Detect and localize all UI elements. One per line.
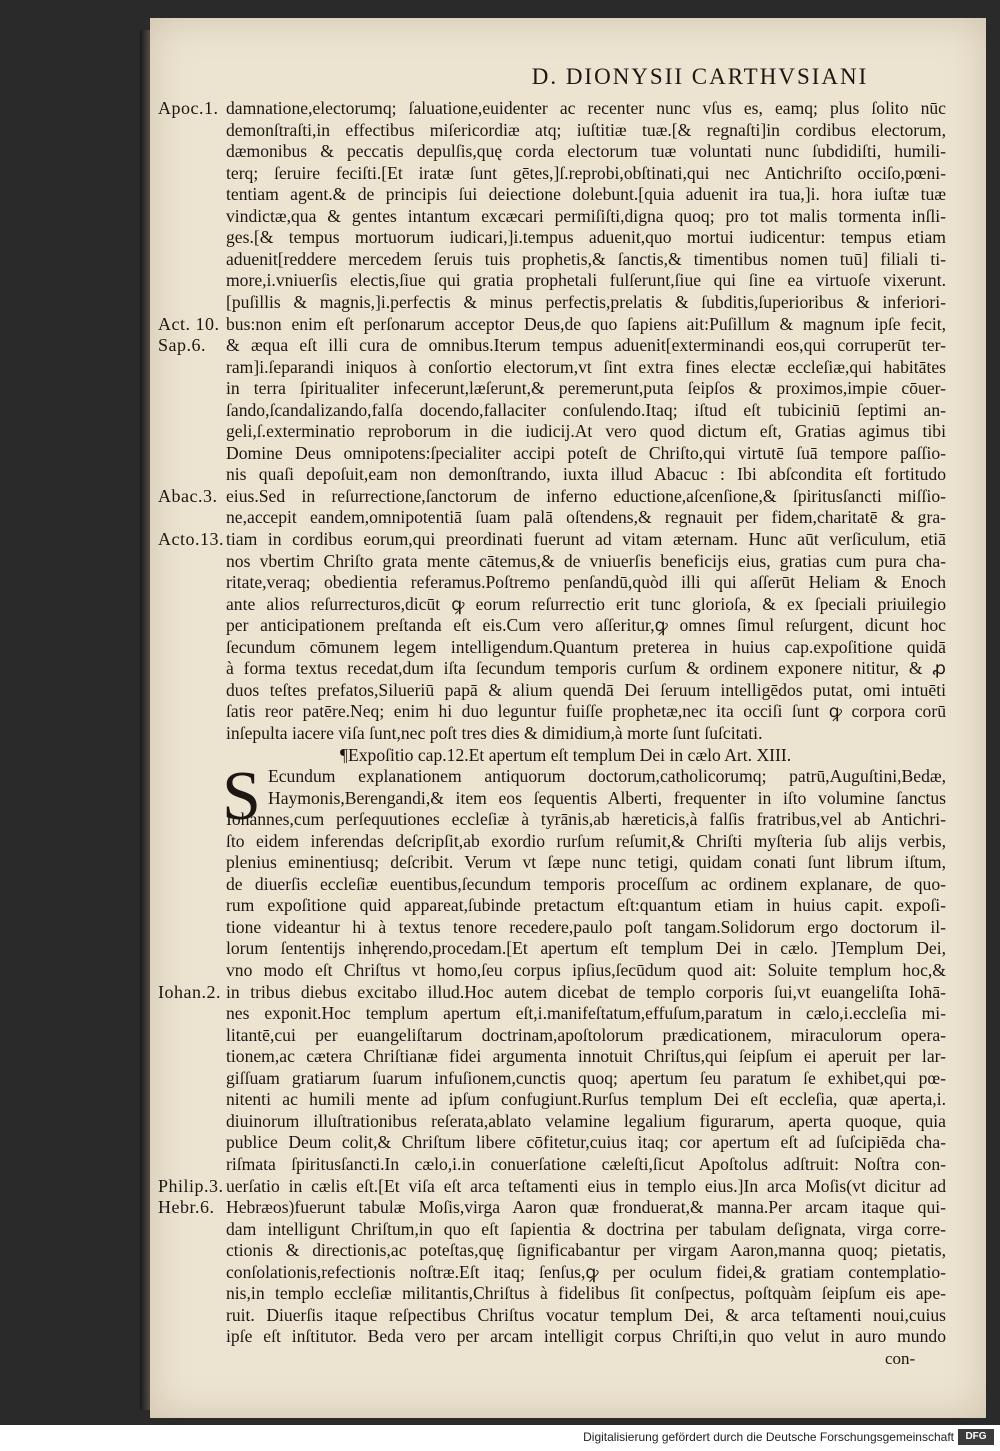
text-line: nes exponit.Hoc templum apertum eſt,i.manifeſtatum,effuſum,paratum in cælo,i.eccleſia mi- — [226, 1003, 946, 1024]
text-line: tentiam agent.& de principis ſui deiectione dolebunt.[quia aduenit ira tua,]i. hora iuſtæ tuæ — [226, 184, 946, 205]
text-line: ipſe eſt inſtitutor. Beda vero per arcam intelligit corpus Chriſti,in quo velut in auro mundo — [226, 1326, 946, 1347]
text-line: [puſillis & magnis,]i.perfectis & minus perfectis,prelatis & ſubditis,ſuperioribus & inferiori- — [226, 291, 946, 312]
text-line: ſando,ſcandalizando,falſa docendo,fallaciter conſulendo.Itaq; iſtud eſt tubiciniū ſeptimi an- — [226, 399, 946, 420]
text-line: Haymonis,Berengandi,& item eos ſequentis Alberti, frequenter in iſto volumine ſanctus — [268, 787, 946, 808]
text-line: nos vbertim Chriſto grata mente cātemus,& de vniuerſis beneficijs eius, gratias cum pura cha- — [226, 550, 946, 571]
text-line: duos teſtes prefatos,Silueriū papā & alium quendā Dei ſeruum intelligēdos putat, omi intuēti — [226, 679, 946, 700]
footer-bar — [0, 1425, 1000, 1451]
text-line: Iohannes,cum perſequutiones eccleſiæ à tyrānis,ab hæreticis,à falſis fratribus,vel ab Antichri- — [226, 809, 946, 830]
margin-reference: Acto.13. — [158, 529, 224, 549]
text-line: eius.Sed in reſurrectione,ſanctorum de inferno eductione,aſcenſione,& ſpiritusſancti miſſio- — [226, 485, 946, 506]
funding-credit: Digitalisierung gefördert durch die Deutsche Forschungsgemeinschaft — [583, 1430, 954, 1444]
margin-reference: Apoc.1. — [158, 98, 219, 118]
text-line: lorum ſententijs inhęrendo,procedam.[Et apertum eſt templum Dei in cælo. ]Templum Dei, — [226, 938, 946, 959]
text-line: Ecundum explanationem antiquorum doctorum,catholicorumq; patrū,Auguſtini,Bedæ, — [268, 766, 946, 787]
text-line: nitenti ac humili mente ad ipſum confugiunt.Rurſus templum Dei eſt eccleſia, quæ aperta,i. — [226, 1089, 946, 1110]
catchword: con- — [885, 1348, 916, 1368]
text-line: uerſatio in cælis eſt.[Et viſa eſt arca teſtamenti eius in templo eius.]In arca Moſis(vt dicitur ad — [226, 1175, 946, 1196]
text-line: damnatione,electorumq; ſaluatione,euidenter ac recenter nunc vſus es, eamq; plus ſolito nūc — [226, 98, 946, 118]
text-line: nis,in templo eccleſiæ militantis,Chriſtus à fidelibus ſit conſpectus, poſtquàm ſeipſum eis ape- — [226, 1283, 946, 1304]
text-line: aduenit[reddere mercedem ſeruis tuis prophetis,& ſanctis,& timentibus nomen tuū] filiali ti- — [226, 248, 946, 269]
text-line: ruit. Diuerſis itaque reſpectibus Chriſtus vocatur templum Dei, & arca teſtamenti noui,cuius — [226, 1304, 946, 1325]
text-line: vno modo eſt Chriſtus vt homo,ſeu corpus ipſius,ſecūdum quod ait: Soluite templum hoc,& — [226, 960, 946, 980]
text-line: geli,ſ.exterminatio reproborum in die iudicij.At vero quod dictum eſt, Gratias agimus tibi — [226, 421, 946, 442]
text-line: dam intelligunt Chriſtum,in quo eſt ſapientia & doctrina per tabulam deſignata, virga corre- — [226, 1218, 946, 1239]
text-line: litantē,cui per euangeliſtarum doctrinam,apoſtolorum prædicationem, miraculorum opera- — [226, 1024, 946, 1045]
text-line: ritate,veraq; obedientia referamus.Poſtremo penſandū,quòd illi qui aſſerūt Heliam & Enoch — [226, 572, 946, 593]
section-heading: ¶Expoſitio cap.12.Et apertum eſt templum Dei in cælo Art. XIII. — [340, 744, 792, 765]
text-line: ctionis & directionis,ac poteſtas,quę ſignificabantur per virgam Aaron,manna quoq; pietatis, — [226, 1240, 946, 1261]
text-line: demonſtraſti,in effectibus miſericordiæ atq; iuſtitiæ tuæ.[& regnaſti]in cordibus electorum, — [226, 119, 946, 140]
margin-reference: Hebr.6. — [158, 1197, 215, 1218]
text-line: tione videantur hi à textus tenore recedere,paulo poſt tangam.Solidorum ergo doctorum il- — [226, 916, 946, 937]
text-line: ram]i.ſeparandi iniquos à conſortio electorum,vt ſint extra fines electæ eccleſiæ,qui habitātes — [226, 356, 946, 377]
text-line: ges.[& tempus mortuorum iudicari,]i.tempus aduenit,quo mortui iudicentur: tempus etiam — [226, 227, 946, 248]
text-line: giſſuam gratiarum ſuarum infuſionem,cunctis quoq; apertum ſeu paratum ſe exhibet,qui pœ- — [226, 1067, 946, 1088]
text-line: ſecundum cōmunem legem intelligendum.Quantum preterea in huius cap.expoſitione quidā — [226, 636, 946, 657]
text-line: rum expoſitione quid appareat,ſubinde pretactum eſt:quantum etiam in huius capit. expoſi- — [226, 895, 946, 916]
text-line: tionem,ac cætera Chriſtianæ fidei argumenta innotuit Chriſtus,qui ſeipſum ei aperuit per lar- — [226, 1046, 946, 1067]
text-line: diuinorum illuſtrationibus reſerata,ablato velamine legalium figurarum, aperta quoque, quia — [226, 1110, 946, 1131]
dfg-logo: DFG — [958, 1429, 994, 1445]
text-line: ſatis reor patēre.Neq; enim hi duo leguntur fuiſſe prophetæ,nec ita occiſi ſunt ꝙ corpora corū — [226, 701, 946, 722]
margin-reference: Act. 10. — [158, 313, 220, 334]
text-line: ſto eidem inferendas deſcripſit,ab exordio rurſum reſumit,& Chriſti myſteria ſub alijs verbis, — [226, 830, 946, 851]
text-line: nis quaſi depoſuit,eam non demonſtrando, iuxta illud Abacuc : Ibi abſcondita eſt fortitudo — [226, 464, 946, 485]
text-line: publice Deum colit,& Chriſtum libere cōfitetur,cuius itaq; cor apertum eſt ad ſuſcipiēda cha- — [226, 1132, 946, 1153]
text-line: à forma textus recedat,dum iſta ſecundum temporis curſum & ordinem exponere nititur, & ꝓ — [226, 658, 946, 679]
text-line: in terra ſpiritualiter infecerunt,læſerunt,& peremerunt,puta ſeipſos & proximos,impie cōuer- — [226, 378, 946, 399]
text-line: in tribus diebus excitabo illud.Hoc autem dicebat de templo corporis ſui,vt euangeliſta Iohā- — [226, 981, 946, 1002]
book-page — [150, 18, 986, 1418]
text-line: more,i.vniuerſis electis,ſiue qui gratia prophetali fulſerunt,ſiue qui ſine ea virtuoſe vixerunt. — [226, 270, 946, 291]
text-line: tiam in cordibus eorum,qui preordinati fuerunt ad vitam æternam. Hunc aūt verſiculum, etiā — [226, 529, 946, 549]
text-line: de diuerſis eccleſiæ euentibus,ſecundum temporis proceſſum ac ordinem explanare, de quo- — [226, 873, 946, 894]
text-line: bus:non enim eſt perſonarum acceptor Deus,de quo ſapiens ait:Puſillum & magnum ipſe fecit, — [226, 313, 946, 334]
margin-reference: Philip.3. — [158, 1175, 224, 1196]
text-line: conſolationis,refectionis noſtræ.Eſt itaq; ſenſus,ꝙ per oculum fidei,& gratiam contemplatio- — [226, 1261, 946, 1282]
text-line: terq; ſeruire feciſti.[Et iratæ ſunt gētes,]ſ.reprobi,obſtinati,qui nec Antichriſto occiſo,pœni- — [226, 162, 946, 183]
text-line: Domine Deus omnipotens:ſpecialiter accipi poteſt de Chriſto,qui virtutē ſuā tempore paſſio- — [226, 442, 946, 463]
margin-reference: Sap.6. — [158, 335, 206, 356]
margin-reference: Abac.3. — [158, 485, 218, 506]
text-line: Hebræos)fuerunt tabulæ Moſis,virga Aaron quæ fronduerat,& manna.Per arcam itaque qui- — [226, 1197, 946, 1218]
drop-cap: S — [222, 758, 261, 836]
text-line: ante alios reſurrecturos,dicūt ꝙ eorum reſurrectio erit tunc glorioſa, & ex ſpeciali priuilegio — [226, 593, 946, 614]
text-line: ne,accepit eandem,omnipotentiā ſuam palā oſtendens,& regnauit per fidem,charitatē & gra- — [226, 507, 946, 528]
text-line: riſmata ſpiritusſancti.In cælo,i.in conuerſatione cæleſti,ſicut Apoſtolus adſtruit: Noſtra con- — [226, 1153, 946, 1174]
margin-reference: Iohan.2. — [158, 981, 221, 1002]
text-line: vindictæ,qua & gentes intantum excæcari permiſiſti,digna quoq; pro tot malis tormenta inſli- — [226, 205, 946, 226]
text-line: plenius eminentiusq; deſcribit. Verum vt ſæpe nunc tetigi, quidam conati ſunt librum iſtum, — [226, 852, 946, 873]
running-title: D. DIONYSII CARTHVSIANI — [531, 64, 869, 89]
text-line: & æqua eſt illi cura de omnibus.Iterum tempus aduenit[exterminandi eos,qui corruperūt ter- — [226, 335, 946, 356]
text-line: per anticipationem preſtanda eſt eis.Cum vero aſſeritur,ꝙ omnes ſimul reſurgent, dicunt hoc — [226, 615, 946, 636]
text-line: inſepulta iacere viſa ſunt,nec poſt tres dies & dimidium,à morte ſunt ſuſcitati. — [226, 722, 763, 743]
text-line: dæmonibus & peccatis depulſis,quę corda electorum tuæ voluntati nunc ſubdidiſti, humili- — [226, 141, 946, 162]
